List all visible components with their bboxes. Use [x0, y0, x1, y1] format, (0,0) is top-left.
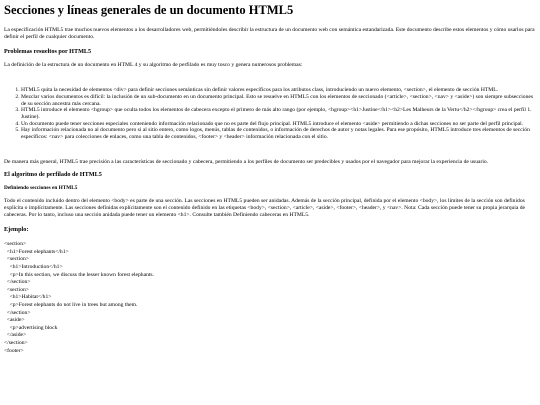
problems-intro-paragraph: La definición de la estructura de un documento en HTML 4 y su algoritmo de perfilado es muy tosco y genera numerosos problemas: [4, 62, 303, 69]
code-example [4, 241, 536, 355]
code-line: <section> [4, 286, 29, 293]
problems-heading: Problemas resueltos por HTML5 [4, 48, 92, 56]
code-line: <aside> [4, 317, 25, 324]
code-line: </section> [4, 309, 31, 316]
list-item: 3. HTML5 introduce el elemento <hgroup> que oculta todos los elementos de cabecera excepto el primero de más alto rango (por ejemplo, <hgroup><h1>Justine</h1><h2>Les Malheurs de la Vertu</h2></hgroup> crea el perfil 1. Justine). [21, 107, 536, 120]
algorithm-heading: El algoritmo de perfilado de HTML5 [4, 171, 102, 179]
list-item: 1. HTML5 quita la necesidad de elementos <div> para definir secciones semánticas sin definir valores específicos para los atributos class, introduciendo un nuevo elemento, <section>, el elemento de sección HTML. [21, 87, 536, 94]
code-line: <h1>Forest elephants</h1> [4, 248, 69, 255]
code-line: </section> [4, 279, 31, 286]
code-line: <section> [4, 256, 29, 263]
list-item: 2. Mezclar varios documentos es difícil: la inclusión de un sub-documento en un documento principal. Esto se resuelve en HTML5 con los elementos de seccionado (<article>, <section>, <nav> y <aside>) son siempre subsecciones de su sección ancestra más cercana. [21, 94, 536, 107]
code-line: <p>advertising block [4, 324, 58, 331]
list-item: 4. Un documento puede tener secciones especiales conteniendo información relacionado que no es parte del flujo principal. HTML5 introduce el elemento <aside> permitiendo a dichas secciones no ser parte del perfil principal. [21, 121, 536, 128]
code-line: <section> [4, 241, 27, 248]
summary-paragraph: De manera más general, HTML5 trae precisión a las características de seccionado y cabecera, permitiendo a los perfiles de documento ser predecibles y usados por el navegador para mejorar la experiencia de usuario. [4, 158, 489, 165]
sections-subheading: Definiendo secciones en HTML5 [4, 185, 78, 192]
code-line: <p>In this section, we discuss the lesser known forest elephants. [4, 271, 155, 278]
code-line: <h1>Introduction</h1> [4, 264, 63, 271]
intro-paragraph: La especificación HTML5 trae muchos nuevos elementos a los desarrolladores web, permitiéndoles describir la estructura de un documento web con semántica estandarizada. Este documento describe estos elementos y cómo usarlos para definir el perfil de cualquier documento. [4, 27, 535, 40]
algorithm-paragraph: Todo el contenido incluido dentro del elemento <body> es parte de una sección. Las secciones en HTML5 pueden ser anidadas. Además de la sección principal, definida por el elemento <body>, los límites de la sección son definidos explícita o implícitamente. Las secciones definidas explícitamente son el contenido definido en las etiquetas <body>, <section>, <article>, <aside>, <footer>, <header>, y <nav>. Nota: Cada sección puede tener su propia jerarquía de cabeceras. Por lo tanto, incluso una sección anidada puede tener un elemento <h1>. Consulte también Definiendo cabeceras en HTML5. [4, 198, 526, 218]
code-line: <footer> [4, 347, 24, 354]
code-line: </section> [4, 339, 28, 346]
code-line: <h1>Habitat</h1> [4, 294, 52, 301]
problems-list [4, 87, 536, 141]
code-line: <p>Forest elephants do not live in trees but among them. [4, 302, 138, 308]
list-item: 5. Hay información relacionada no al documento pero si al sitio entero, como logos, menús, tablas de contenidos, o información de derechos de autor y notas legales. Para ese propósito, HTML5 introduce tres elementos de sección específicos: <nav> para colecciones de enlaces, como una tabla de contenidos, <footer> y <header> información relacionada con el sitio. [21, 127, 536, 140]
example-heading: Ejemplo: [4, 225, 29, 233]
page-title: Secciones y líneas generales de un documento HTML5 [4, 3, 294, 17]
code-line: </aside> [4, 332, 27, 339]
